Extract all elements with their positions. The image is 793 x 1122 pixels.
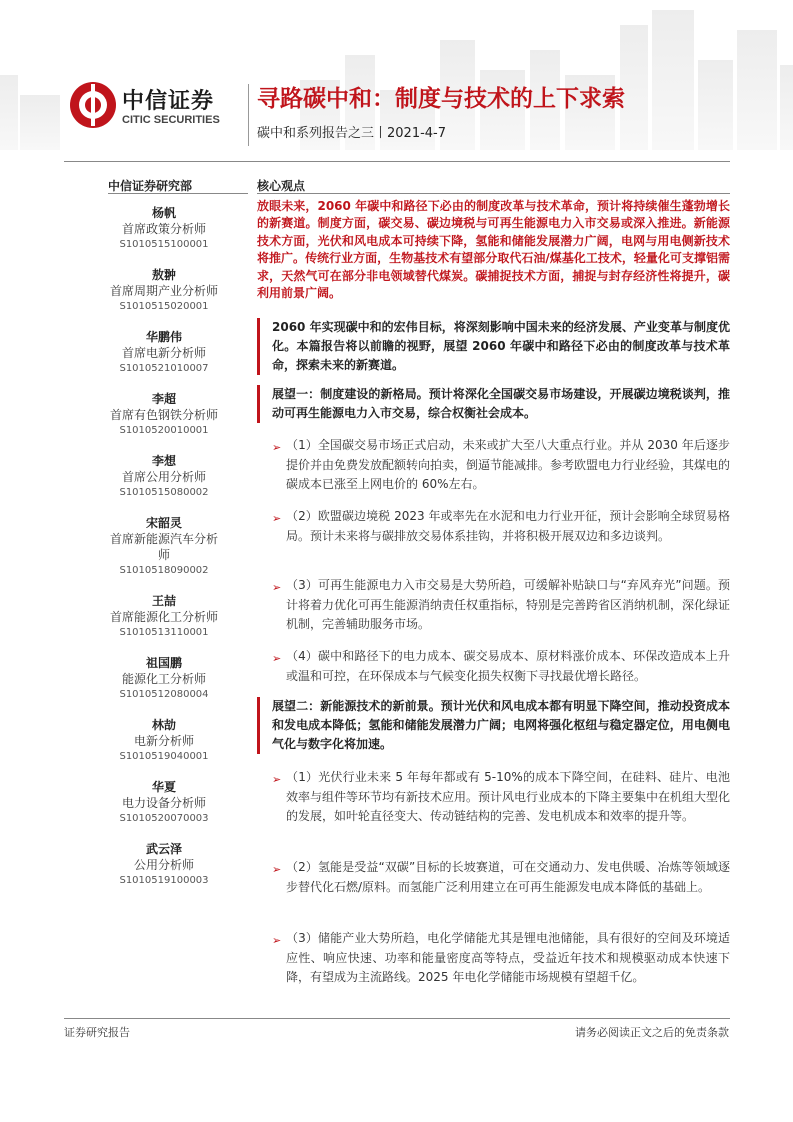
outlook-two-text: 展望二：新能源技术的新前景。预计光伏和风电成本都有明显下降空间，推动投资成本和发电成本降低；氢能和储能发展潜力广阔；电网将强化枢纽与稳定器定位，用电侧电气化与数字化将加速。 (272, 699, 730, 751)
analyst-cert: S1010518090002 (119, 565, 209, 576)
outlook-one-item (272, 576, 730, 635)
analyst-name: 李想 (151, 454, 176, 468)
analyst-name: 华夏 (151, 780, 176, 794)
outlook-two-item (272, 768, 730, 827)
outlook-two-item (272, 929, 730, 988)
analyst-cert: S1010520010001 (119, 425, 209, 436)
analyst-item (108, 779, 220, 827)
arrow-bullet-icon: ➢ (272, 934, 282, 947)
analyst-name: 宋韶灵 (145, 516, 182, 530)
analyst-role: 首席有色钢铁分析师 (109, 408, 218, 422)
report-title: 寻路碳中和：制度与技术的上下求索 (257, 86, 625, 112)
footer-report-type: 证券研究报告 (64, 1026, 130, 1039)
analyst-cert: S1010515080002 (119, 487, 209, 498)
arrow-bullet-icon: ➢ (272, 441, 282, 454)
analyst-name: 祖国鹏 (145, 656, 182, 670)
footer-disclaimer-note: 请务必阅读正文之后的免责条款 (575, 1026, 729, 1039)
analyst-name: 王喆 (151, 594, 176, 608)
analyst-item (108, 453, 220, 501)
outlook-two-item-text: （1）光伏行业未来 5 年每年都或有 5-10%的成本下降空间，在硅料、硅片、电池效率与组件等环节均有新技术应用。预计风电行业成本的下降主要集中在机组大型化的发展，如叶轮直径变大、传动链结构的完善、发电机成本和效率的提升等。 (286, 770, 731, 823)
intro-paragraph (257, 318, 730, 375)
research-department: 中信证券研究部 (108, 179, 193, 193)
analyst-role: 首席电新分析师 (121, 346, 206, 360)
analyst-cert: S1010515020001 (119, 301, 209, 312)
outlook-two-heading (257, 697, 730, 754)
logo-english-name: CITIC SECURITIES (122, 114, 220, 126)
analyst-item (108, 717, 220, 765)
analyst-role: 电新分析师 (133, 734, 194, 748)
citic-logo-mark-icon (70, 82, 116, 128)
sidebar-rule (108, 193, 248, 194)
analyst-item (108, 329, 220, 377)
analyst-role: 首席能源化工分析师 (109, 610, 218, 624)
analyst-cert: S1010519040001 (119, 751, 209, 762)
analyst-name: 敖翀 (151, 268, 176, 282)
analyst-list (108, 205, 220, 903)
outlook-one-item (272, 507, 730, 546)
core-views-heading: 核心观点 (257, 179, 306, 193)
analyst-name: 林劼 (151, 718, 176, 732)
header-rule (64, 161, 730, 162)
arrow-bullet-icon: ➢ (272, 863, 282, 876)
analyst-role: 首席公用分析师 (121, 470, 206, 484)
analyst-item (108, 267, 220, 315)
intro-text: 2060 年实现碳中和的宏伟目标，将深刻影响中国未来的经济发展、产业变革与制度优化。本篇报告将以前瞻的视野，展望 2060 年碳中和路径下必由的制度改革与技术革命，探索未来的新赛道。 (272, 320, 730, 372)
arrow-bullet-icon: ➢ (272, 581, 282, 594)
core-summary: 放眼未来，2060 年碳中和路径下必由的制度改革与技术革命，预计将持续催生蓬勃增长的新赛道。制度方面，碳交易、碳边境税与可再生能源电力入市交易或深入推进。新能源技术方面，光伏和风电成本可持续下降，氢能和储能发展潜力广阔，电网与用电侧新技术将推广。传统行业方面，生物基技术有望部分取代石油/煤基化工技术，轻量化可支撑铝需求，天然气可在部分非电领域替代煤炭。碳捕捉技术方面，捕捉与封存经济性将提升，碳利用前景广阔。 (257, 199, 730, 301)
analyst-item (108, 515, 220, 579)
analyst-role: 电力设备分析师 (121, 796, 206, 810)
analyst-cert: S1010520070003 (119, 813, 209, 824)
analyst-role: 首席政策分析师 (121, 222, 206, 236)
analyst-cert: S1010515100001 (119, 239, 209, 250)
outlook-one-item-text: （2）欧盟碳边境税 2023 年或率先在水泥和电力行业开征，预计会影响全球贸易格局。预计未来将与碳排放交易体系挂钩，并将积极开展双边和多边谈判。 (286, 509, 730, 543)
analyst-name: 李超 (151, 392, 176, 406)
logo-chinese-name: 中信证券 (122, 88, 215, 114)
core-views-rule (257, 193, 730, 194)
analyst-cert: S1010521010007 (119, 363, 209, 374)
outlook-two-item (272, 858, 730, 897)
outlook-one-item-text: （4）碳中和路径下的电力成本、碳交易成本、原材料涨价成本、环保改造成本上升或温和可控，在环保成本与气候变化损失权衡下寻找最优增长路径。 (286, 649, 730, 683)
outlook-two-item-text: （2）氢能是受益“双碳”目标的长坡赛道，可在交通动力、发电供暖、冶炼等领域逐步替代化石燃/原料。而氢能广泛利用建立在可再生能源发电成本降低的基础上。 (286, 860, 730, 894)
analyst-cert: S1010519100003 (119, 875, 209, 886)
analyst-item (108, 391, 220, 439)
arrow-bullet-icon: ➢ (272, 512, 282, 525)
analyst-name: 杨帆 (151, 206, 176, 220)
analyst-cert: S1010512080004 (119, 689, 209, 700)
analyst-role: 能源化工分析师 (121, 672, 206, 686)
outlook-two-item-text: （3）储能产业大势所趋，电化学储能尤其是锂电池储能，具有很好的空间及环境适应性、响应快速、功率和能量密度高等特点，受益近年技术和规模驱动成本快速下降，有望成为主流路线。2025 年电化学储能市场规模有望超千亿。 (286, 931, 730, 984)
arrow-bullet-icon: ➢ (272, 652, 282, 665)
outlook-one-text: 展望一：制度建设的新格局。预计将深化全国碳交易市场建设，开展碳边境税谈判，推动可再生能源电力入市交易，综合权衡社会成本。 (272, 387, 730, 420)
footer-rule (64, 1018, 730, 1019)
outlook-one-item-text: （3）可再生能源电力入市交易是大势所趋，可缓解补贴缺口与“弃风弃光”问题。预计将着力优化可再生能源消纳责任权重指标，特别是完善跨省区消纳机制，深化绿证机制，完善辅助服务市场。 (286, 578, 731, 631)
analyst-role: 首席周期产业分析师 (109, 284, 218, 298)
arrow-bullet-icon: ➢ (272, 773, 282, 786)
analyst-role: 公用分析师 (133, 858, 194, 872)
analyst-item (108, 205, 220, 253)
outlook-one-item (272, 647, 730, 686)
outlook-one-heading (257, 385, 730, 423)
analyst-item (108, 841, 220, 889)
report-subtitle: 碳中和系列报告之三丨2021-4-7 (257, 126, 447, 141)
citic-logo (70, 82, 250, 132)
analyst-name: 华鹏伟 (145, 330, 182, 344)
outlook-one-item (272, 436, 730, 495)
analyst-item (108, 655, 220, 703)
analyst-name: 武云泽 (145, 842, 182, 856)
analyst-cert: S1010513110001 (119, 627, 209, 638)
analyst-role: 首席新能源汽车分析师 (109, 532, 218, 562)
header-divider (248, 84, 249, 146)
analyst-item (108, 593, 220, 641)
outlook-one-item-text: （1）全国碳交易市场正式启动，未来或扩大至八大重点行业。并从 2030 年后逐步提价并由免费发放配额转向拍卖，倒逼节能减排。参考欧盟电力行业经验，其煤电的碳成本已涨至上网电价的 60%左右。 (286, 438, 731, 491)
